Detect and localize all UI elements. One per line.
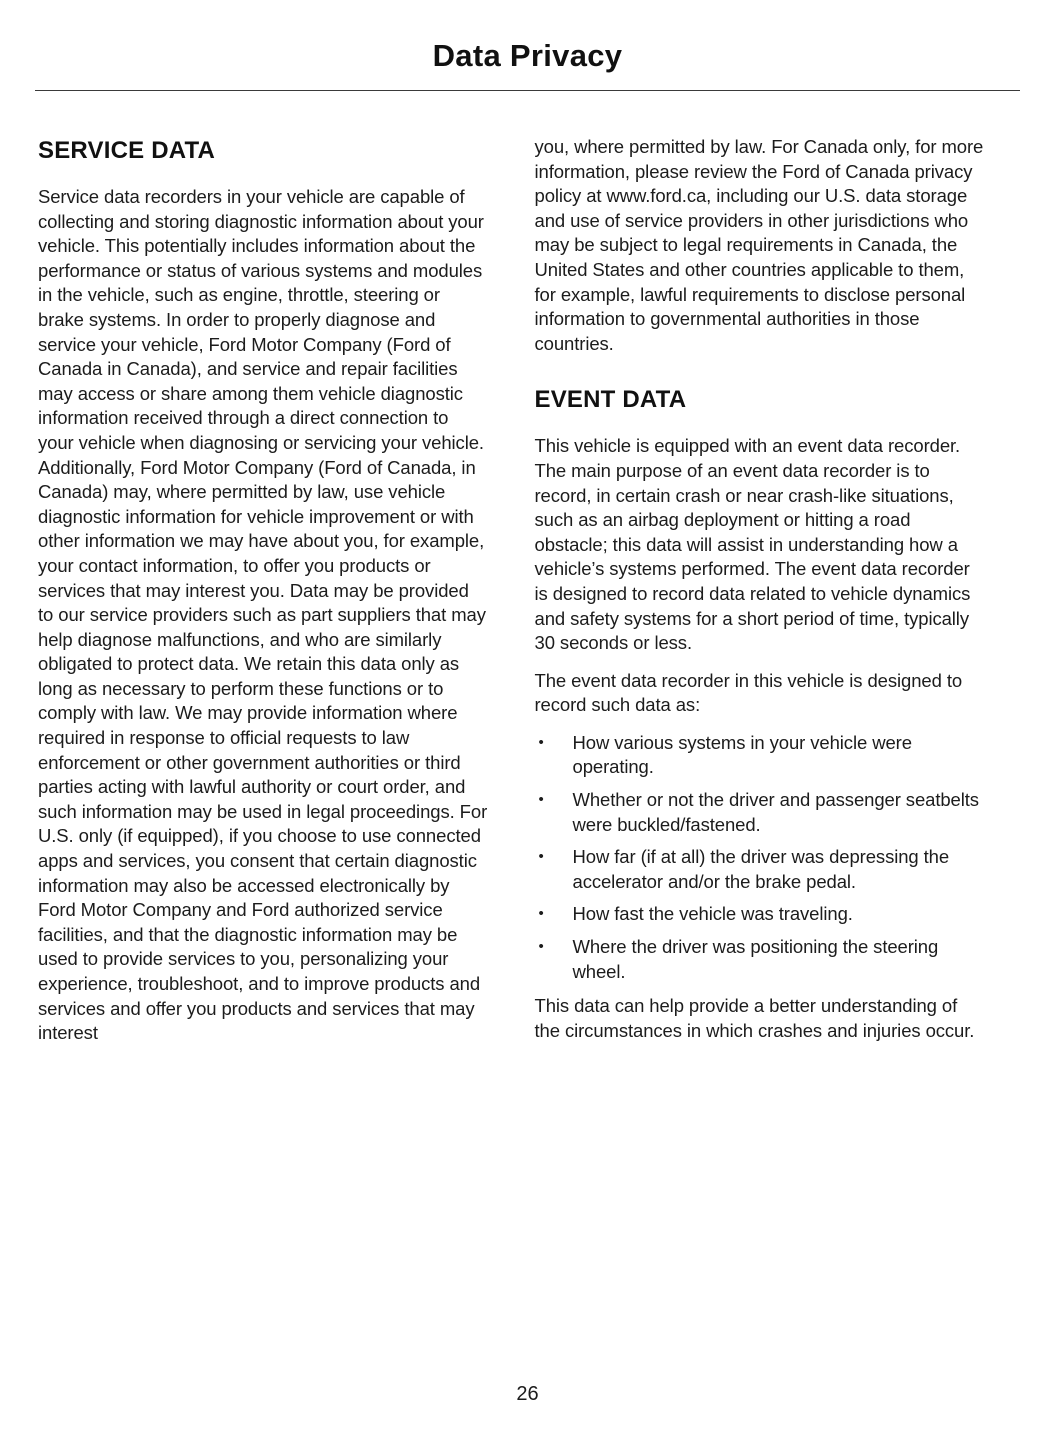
event-data-bullet-list	[535, 731, 986, 984]
event-data-paragraph-2: The event data recorder in this vehicle is designed to record such data as:	[534, 669, 963, 716]
list-item: • Whether or not the driver and passenger seatbelts were buckled/fastened.	[535, 788, 986, 837]
right-column	[535, 135, 986, 1059]
list-item: • How fast the vehicle was traveling.	[535, 902, 986, 927]
section-heading-event-data: EVENT DATA	[534, 386, 687, 414]
page-number: 26	[516, 1383, 539, 1405]
service-data-paragraph: Service data recorders in your vehicle are capable of collecting and storing diagnostic information about your vehicle. This potentially includes information about the performance or status of various systems and modules in the vehicle, such as engine, throttle, steering or brake systems. In order to properly diagnose and service your vehicle, Ford Motor Company (Ford of Canada in Canada), and service and repair facilities may access or share among them vehicle diagnostic information received through a direct connection to your vehicle when diagnosing or servicing your vehicle. Additionally, Ford Motor Company (Ford of Canada, in Canada) may, where permitted by law, use vehicle diagnostic information for vehicle improvement or with other information we may have about you, for example, your contact information, to offer you products or services that may interest you. Data may be provided to our service providers such as part suppliers that may help diagnose malfunctions, and who are similarly obligated to protect data. We retain this data only as long as necessary to perform these functions or to comply with law. We may provide information where required in response to official requests to law enforcement or other government authorities or third parties acting with lawful authority or court order, and such information may be used in legal proceedings. For U.S. only (if equipped), if you choose to use connected apps and services, you consent that certain diagnostic information may also be accessed electronically by Ford Motor Company and Ford authorized service facilities, and that the diagnostic information may be used to provide services to you, personalizing your experience, troubleshoot, and to improve products and services and offer you products and services that may interest	[38, 186, 488, 1044]
page-title: Data Privacy	[432, 38, 623, 73]
event-data-paragraph-1: This vehicle is equipped with an event data recorder. The main purpose of an event data recorder is to record, in certain crash or near crash-like situations, such as an airbag deployment or hitting a road obstacle; this data will assist in understanding how a vehicle’s systems performed. The event data recorder is designed to record data related to vehicle dynamics and safety systems for a short period of time, typically 30 seconds or less.	[534, 435, 971, 654]
left-column	[38, 135, 489, 1059]
page-content	[0, 91, 1055, 1059]
list-item: • Where the driver was positioning the steering wheel.	[535, 935, 986, 984]
list-item: • How various systems in your vehicle were operating.	[535, 731, 986, 780]
service-data-continuation-paragraph: you, where permitted by law. For Canada only, for more information, please review the Ford of Canada privacy policy at www.ford.ca, including our U.S. data storage and use of service providers in other jurisdictions who may be subject to legal requirements in Canada, the United States and other countries applicable to them, for example, lawful requirements to disclose personal information to governmental authorities in those countries.	[534, 136, 984, 354]
event-data-paragraph-3: This data can help provide a better understanding of the circumstances in which crashes and injuries occur.	[534, 995, 975, 1041]
list-item: • How far (if at all) the driver was depressing the accelerator and/or the brake pedal.	[535, 845, 986, 894]
section-heading-service-data: SERVICE DATA	[38, 137, 216, 164]
